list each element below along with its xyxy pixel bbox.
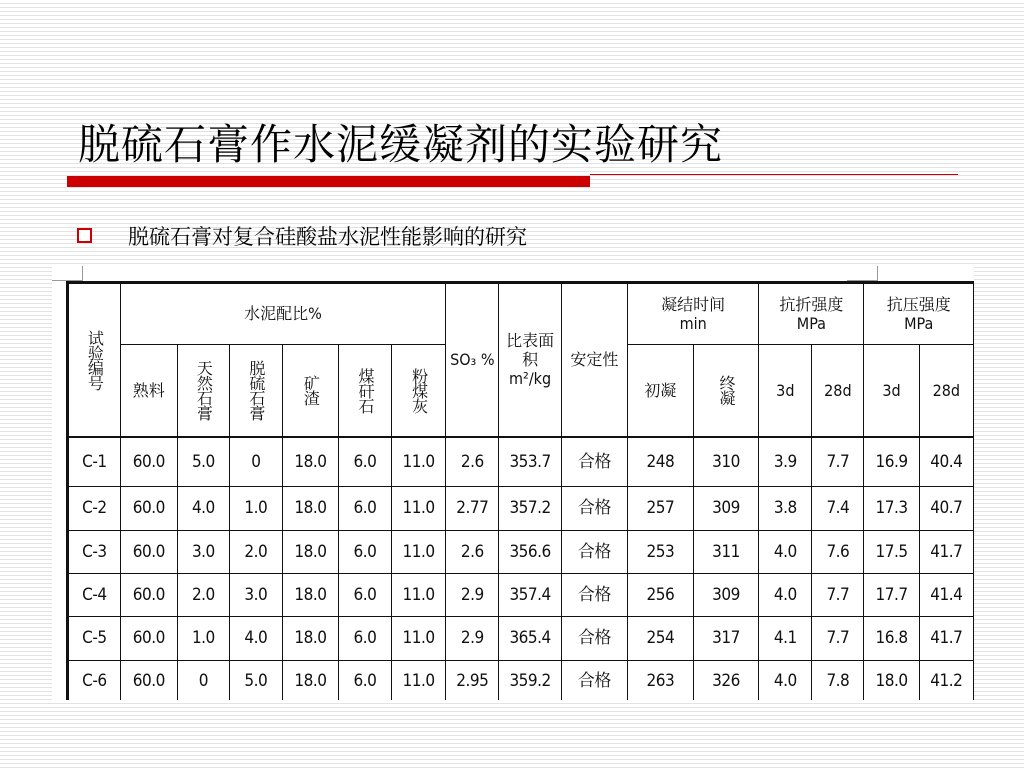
table-cell-flex28: 7.7 — [812, 617, 864, 661]
table-cell-ssa: 353.7 — [499, 437, 561, 487]
header-comp-28d: 28d — [919, 345, 973, 437]
table-cell-flyash: 11.0 — [391, 531, 445, 574]
table-cell-slag: 18.0 — [282, 617, 338, 661]
table-cell-clinker: 60.0 — [120, 574, 177, 617]
table-cell-clinker: 60.0 — [120, 617, 177, 661]
table-cell-desulf: 2.0 — [229, 531, 282, 574]
table-cell-clinker: 60.0 — [120, 487, 177, 531]
title-underline-bar — [67, 176, 590, 187]
header-flex-28d: 28d — [812, 345, 864, 437]
header-mix-ratio: 水泥配比% — [120, 283, 445, 345]
header-compressive-strength: 抗压强度 MPa — [864, 283, 974, 345]
table-cell-initial: 253 — [628, 531, 694, 574]
table-cell-natural: 4.0 — [177, 487, 229, 531]
table-cell-flex3: 3.9 — [759, 437, 812, 487]
table-cell-stability: 合格 — [561, 617, 627, 661]
table-cell-desulf: 3.0 — [229, 574, 282, 617]
table-cell-flex28: 7.7 — [812, 574, 864, 617]
table-cell-flyash: 11.0 — [391, 661, 445, 701]
header-setting-time: 凝结时间 min — [628, 283, 759, 345]
header-flexural-strength: 抗折强度 MPa — [759, 283, 864, 345]
header-stability: 安定性 — [561, 283, 627, 437]
table-cell-final: 310 — [693, 437, 759, 487]
table-cell-clinker: 60.0 — [120, 531, 177, 574]
table-cell-comp28: 41.7 — [919, 617, 973, 661]
table-cell-ssa: 356.6 — [499, 531, 561, 574]
crop-mark — [847, 266, 878, 281]
table-cell-comp3: 17.7 — [864, 574, 919, 617]
table-cell-comp28: 41.4 — [919, 574, 973, 617]
header-fly-ash: 粉煤灰 — [391, 345, 445, 437]
table-cell-final: 326 — [693, 661, 759, 701]
table-cell-natural: 3.0 — [177, 531, 229, 574]
table-row — [68, 437, 974, 487]
table-row — [68, 531, 974, 574]
table-cell-comp3: 17.3 — [864, 487, 919, 531]
table-cell-flyash: 11.0 — [391, 617, 445, 661]
table-cell-flex3: 4.0 — [759, 574, 812, 617]
table-cell-slag: 18.0 — [282, 437, 338, 487]
table-cell-slag: 18.0 — [282, 531, 338, 574]
table-cell-final: 311 — [693, 531, 759, 574]
table-cell-initial: 248 — [628, 437, 694, 487]
table-cell-gangue: 6.0 — [338, 661, 391, 701]
table-cell-comp28: 40.4 — [919, 437, 973, 487]
table-cell-comp3: 17.5 — [864, 531, 919, 574]
table-cell-flyash: 11.0 — [391, 574, 445, 617]
table-cell-id: C-3 — [68, 531, 121, 574]
table-row — [68, 661, 974, 701]
table-cell-flex3: 4.0 — [759, 661, 812, 701]
table-cell-stability: 合格 — [561, 661, 627, 701]
table-cell-ssa: 357.2 — [499, 487, 561, 531]
table-cell-so3: 2.6 — [446, 437, 499, 487]
table-cell-comp28: 40.7 — [919, 487, 973, 531]
header-clinker: 熟料 — [120, 345, 177, 437]
table-cell-id: C-1 — [68, 437, 121, 487]
table-cell-natural: 1.0 — [177, 617, 229, 661]
header-sample-no: 试验编号 — [68, 283, 121, 437]
table-cell-so3: 2.6 — [446, 531, 499, 574]
table-cell-so3: 2.9 — [446, 617, 499, 661]
header-so3: SO₃ % — [446, 283, 499, 437]
table-cell-flex3: 3.8 — [759, 487, 812, 531]
table-cell-desulf: 5.0 — [229, 661, 282, 701]
table-row — [68, 617, 974, 661]
table-cell-gangue: 6.0 — [338, 531, 391, 574]
table-cell-stability: 合格 — [561, 487, 627, 531]
table-cell-natural: 0 — [177, 661, 229, 701]
header-desulf-gypsum: 脱硫石膏 — [229, 345, 282, 437]
header-initial-set: 初凝 — [628, 345, 694, 437]
data-table — [66, 281, 974, 700]
table-cell-id: C-6 — [68, 661, 121, 701]
table-cell-clinker: 60.0 — [120, 661, 177, 701]
table-cell-gangue: 6.0 — [338, 617, 391, 661]
header-flex-3d: 3d — [759, 345, 812, 437]
table-cell-flyash: 11.0 — [391, 487, 445, 531]
table-cell-clinker: 60.0 — [120, 437, 177, 487]
table-cell-ssa: 359.2 — [499, 661, 561, 701]
table-cell-so3: 2.95 — [446, 661, 499, 701]
table-cell-desulf: 1.0 — [229, 487, 282, 531]
slide-title: 脱硫石膏作水泥缓凝剂的实验研究 — [78, 120, 724, 169]
table-cell-initial: 256 — [628, 574, 694, 617]
table-cell-comp3: 16.9 — [864, 437, 919, 487]
table-cell-final: 309 — [693, 487, 759, 531]
table-cell-comp3: 18.0 — [864, 661, 919, 701]
table-cell-initial: 254 — [628, 617, 694, 661]
header-coal-gangue: 煤矸石 — [338, 345, 391, 437]
table-cell-flex28: 7.4 — [812, 487, 864, 531]
table-row — [68, 487, 974, 531]
table-cell-id: C-4 — [68, 574, 121, 617]
table-cell-flex3: 4.1 — [759, 617, 812, 661]
table-cell-flex28: 7.6 — [812, 531, 864, 574]
table-cell-ssa: 365.4 — [499, 617, 561, 661]
table-cell-gangue: 6.0 — [338, 574, 391, 617]
table-cell-natural: 2.0 — [177, 574, 229, 617]
table-image — [52, 266, 974, 700]
table-cell-final: 317 — [693, 617, 759, 661]
table-cell-desulf: 4.0 — [229, 617, 282, 661]
table-row — [68, 574, 974, 617]
table-cell-id: C-2 — [68, 487, 121, 531]
table-cell-stability: 合格 — [561, 531, 627, 574]
table-cell-natural: 5.0 — [177, 437, 229, 487]
table-cell-gangue: 6.0 — [338, 487, 391, 531]
table-cell-flex28: 7.8 — [812, 661, 864, 701]
table-cell-stability: 合格 — [561, 574, 627, 617]
header-specific-surface: 比表面积 m²/kg — [499, 283, 561, 437]
table-cell-so3: 2.77 — [446, 487, 499, 531]
header-final-set: 终凝 — [693, 345, 759, 437]
table-cell-so3: 2.9 — [446, 574, 499, 617]
title-underline-rule — [590, 174, 958, 175]
bullet-text: 脱硫石膏对复合硅酸盐水泥性能影响的研究 — [128, 225, 527, 249]
table-cell-slag: 18.0 — [282, 574, 338, 617]
table-cell-comp28: 41.2 — [919, 661, 973, 701]
table-cell-slag: 18.0 — [282, 487, 338, 531]
header-slag: 矿渣 — [282, 345, 338, 437]
table-cell-final: 309 — [693, 574, 759, 617]
table-cell-id: C-5 — [68, 617, 121, 661]
table-cell-slag: 18.0 — [282, 661, 338, 701]
table-cell-comp3: 16.8 — [864, 617, 919, 661]
table-cell-flyash: 11.0 — [391, 437, 445, 487]
table-cell-flex3: 4.0 — [759, 531, 812, 574]
bullet-square-icon — [77, 228, 92, 243]
table-cell-gangue: 6.0 — [338, 437, 391, 487]
table-cell-initial: 257 — [628, 487, 694, 531]
table-cell-comp28: 41.7 — [919, 531, 973, 574]
table-cell-flex28: 7.7 — [812, 437, 864, 487]
table-cell-ssa: 357.4 — [499, 574, 561, 617]
header-natural-gypsum: 天然石膏 — [177, 345, 229, 437]
crop-mark — [52, 266, 83, 281]
table-cell-desulf: 0 — [229, 437, 282, 487]
table-cell-initial: 263 — [628, 661, 694, 701]
table-cell-stability: 合格 — [561, 437, 627, 487]
header-comp-3d: 3d — [864, 345, 919, 437]
